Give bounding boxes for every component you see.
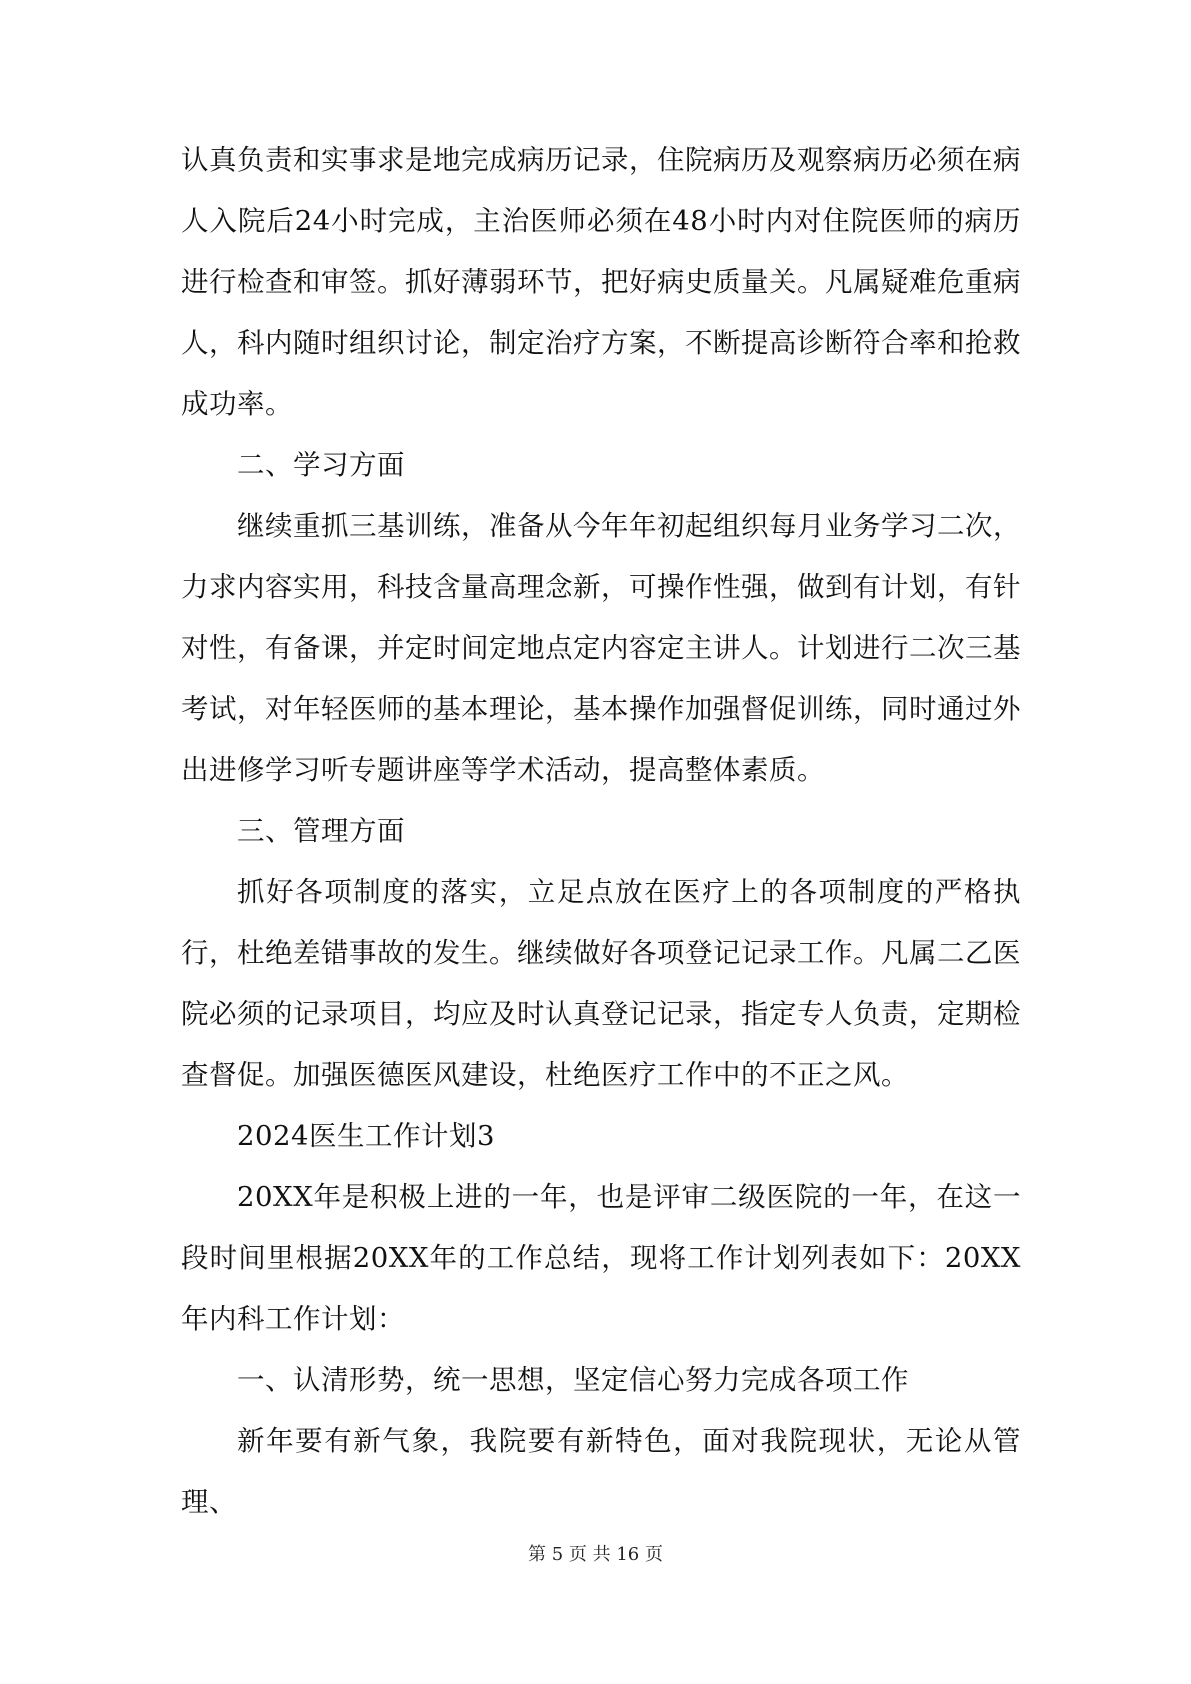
section-heading-situation: 一、认清形势，统一思想，坚定信心努力完成各项工作 xyxy=(237,1364,909,1396)
paragraph-new-year: 新年要有新气象，我院要有新特色，面对我院现状，无论从管理、 xyxy=(181,1425,1021,1518)
paragraph-medical-records: 认真负责和实事求是地完成病历记录，住院病历及观察病历必须在病人入院后24小时完成，主治医师必须在48小时内对住院医师的病历进行检查和审签。抓好薄弱环节，把好病史质量关。凡属疑难危重病人，科内随时组织讨论，制定治疗方案，不断提高诊断符合率和抢救成功率。 xyxy=(181,144,1021,420)
section-heading-management: 三、管理方面 xyxy=(237,815,405,847)
paragraph-study: 继续重抓三基训练，准备从今年年初起组织每月业务学习二次，力求内容实用，科技含量高理念新，可操作性强，做到有计划，有针对性，有备课，并定时间定地点定内容定主讲人。计划进行二次三基考试，对年轻医师的基本理论，基本操作加强督促训练，同时通过外出进修学习听专题讲座等学术活动，提高整体素质。 xyxy=(181,510,1021,786)
paragraph-plan-intro: 20XX年是积极上进的一年，也是评审二级医院的一年，在这一段时间里根据20XX年的工作总结，现将工作计划列表如下：20XX年内科工作计划： xyxy=(181,1181,1021,1335)
plan-title: 2024医生工作计划3 xyxy=(237,1120,495,1152)
document-body xyxy=(181,130,1021,1533)
section-heading-study: 二、学习方面 xyxy=(237,449,405,481)
page-number-footer: 第 5 页 共 16 页 xyxy=(528,1544,663,1565)
paragraph-management: 抓好各项制度的落实，立足点放在医疗上的各项制度的严格执行，杜绝差错事故的发生。继续做好各项登记记录工作。凡属二乙医院必须的记录项目，均应及时认真登记记录，指定专人负责，定期检查督促。加强医德医风建设，杜绝医疗工作中的不正之风。 xyxy=(181,876,1021,1091)
